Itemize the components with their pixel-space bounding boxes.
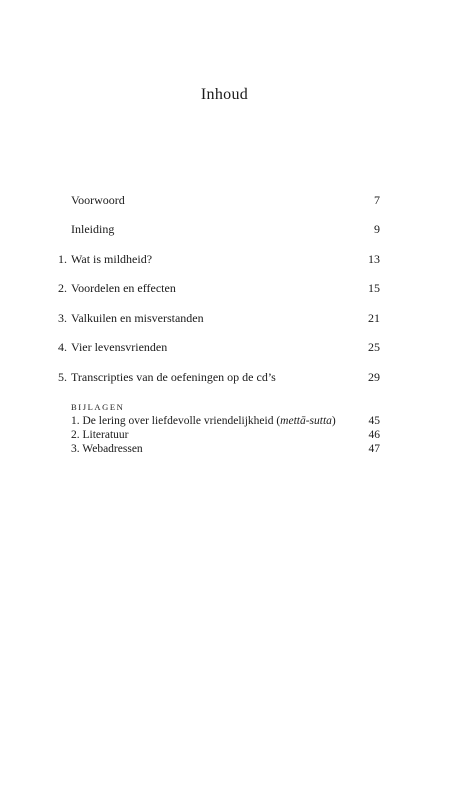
toc-entry-page: 9: [374, 222, 380, 236]
toc-entry-page: 15: [368, 281, 380, 295]
toc-entry-inleiding: [40, 221, 380, 237]
appendix-entry-page: 46: [368, 429, 380, 441]
page-title: Inhoud: [200, 86, 249, 103]
toc-entry-label: Wat is mildheid?: [71, 252, 153, 266]
appendix-entry-page: 45: [368, 415, 380, 427]
toc-entry-label: Transcripties van de oefeningen op de cd’s: [71, 370, 276, 384]
toc-entry-chapter-2: [40, 280, 380, 296]
toc-entry-label: Inleiding: [71, 222, 115, 236]
appendix-entry-label: 2. Literatuur: [71, 429, 129, 441]
appendices-heading: BIJLAGEN: [71, 402, 125, 412]
appendix-entry-page: 47: [368, 443, 380, 455]
appendix-entry-2: [71, 428, 380, 442]
toc-entry-label: Valkuilen en misverstanden: [71, 311, 204, 325]
toc-entry-label: Voorwoord: [71, 193, 125, 207]
toc-entry-number: 4.: [58, 340, 67, 354]
toc-entry-number: 1.: [58, 252, 67, 266]
appendix-entry-3: [71, 442, 380, 456]
appendix-entry-1: [71, 414, 380, 428]
appendix-entry-label: 3. Webadressen: [71, 443, 143, 455]
toc-entry-number: 2.: [58, 281, 67, 295]
toc-entry-chapter-3: [40, 310, 380, 326]
toc-entry-voorwoord: [40, 192, 380, 208]
toc-entry-page: 25: [368, 340, 380, 354]
toc-entry-page: 13: [368, 252, 380, 266]
toc-entry-label: Voordelen en effecten: [71, 281, 176, 295]
toc-entry-label: Vier levensvrienden: [71, 340, 168, 354]
toc-entry-number: 3.: [58, 311, 67, 325]
toc-entry-chapter-5: [40, 369, 380, 385]
toc-entry-page: 21: [368, 311, 380, 325]
appendix-entry-label: 1. De lering over liefdevolle vriendelijkheid (mettā-sutta): [71, 415, 336, 427]
toc-entry-page: 7: [374, 193, 380, 207]
toc-entry-number: 5.: [58, 370, 67, 384]
toc-entry-chapter-4: [40, 339, 380, 355]
toc-entry-page: 29: [368, 370, 380, 384]
toc-entry-chapter-1: [40, 251, 380, 267]
